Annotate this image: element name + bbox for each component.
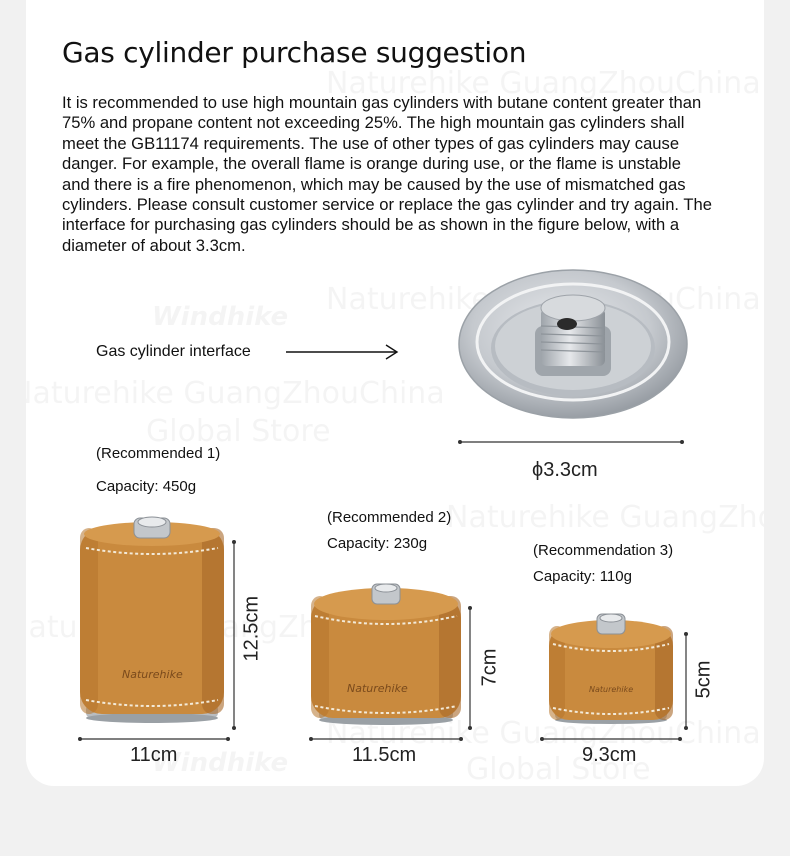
width-1-label: 11cm [130, 744, 178, 766]
height-1-dimension-line [228, 538, 240, 732]
cylinder-110g-image [547, 612, 675, 726]
diameter-dimension-line [458, 436, 684, 448]
height-2-label: 7cm [478, 648, 501, 687]
brand-logo-text: Naturehike [347, 682, 408, 695]
watermark-text [26, 376, 445, 411]
diameter-label: ϕ3.3cm [532, 459, 598, 481]
brand-logo-text: Naturehike [589, 685, 634, 694]
capacity-3-label: Capacity: 110g [533, 568, 632, 585]
watermark-logo [152, 302, 288, 332]
recommendation-1-label: (Recommended 1) [96, 445, 221, 462]
watermark-text [446, 500, 764, 535]
recommendation-2-label: (Recommended 2) [327, 509, 452, 526]
width-2-label: 11.5cm [352, 744, 417, 766]
cylinder-interface-image [455, 268, 691, 420]
height-1-label: 12.5cm [240, 595, 263, 662]
description-paragraph: It is recommended to use high mountain gas cylinders with butane content greater than 75% and propane content not exceeding 25%. The high mountain gas cylinders shall meet the GB11174 requirements. The use of other types of gas cylinders may cause danger. For example, the overall flame is orange during use, or the flame is unstable and there is a fire phenomenon, which may be caused by the use of mismatched gas cylinders. Please consult customer service or replace the gas cylinder and try again. The interface for purchasing gas cylinders should be as shown in the figure below, with a diameter of about 3.3cm. [62, 93, 712, 255]
height-3-dimension-line [680, 630, 692, 732]
capacity-1-label: Capacity: 450g [96, 478, 197, 495]
height-2-dimension-line [464, 604, 476, 732]
recommendation-3-label: (Recommendation 3) [533, 542, 674, 559]
cylinder-230g-image [309, 582, 463, 726]
height-3-label: 5cm [692, 660, 715, 699]
arrow-right-icon [286, 343, 402, 363]
brand-logo-text: Naturehike [122, 668, 183, 681]
watermark-text [146, 414, 331, 449]
cylinder-450g-image [78, 518, 226, 724]
interface-label: Gas cylinder interface [96, 343, 251, 360]
capacity-2-label: Capacity: 230g [327, 535, 428, 552]
page-title: Gas cylinder purchase suggestion [62, 36, 527, 69]
width-3-label: 9.3cm [582, 744, 637, 766]
